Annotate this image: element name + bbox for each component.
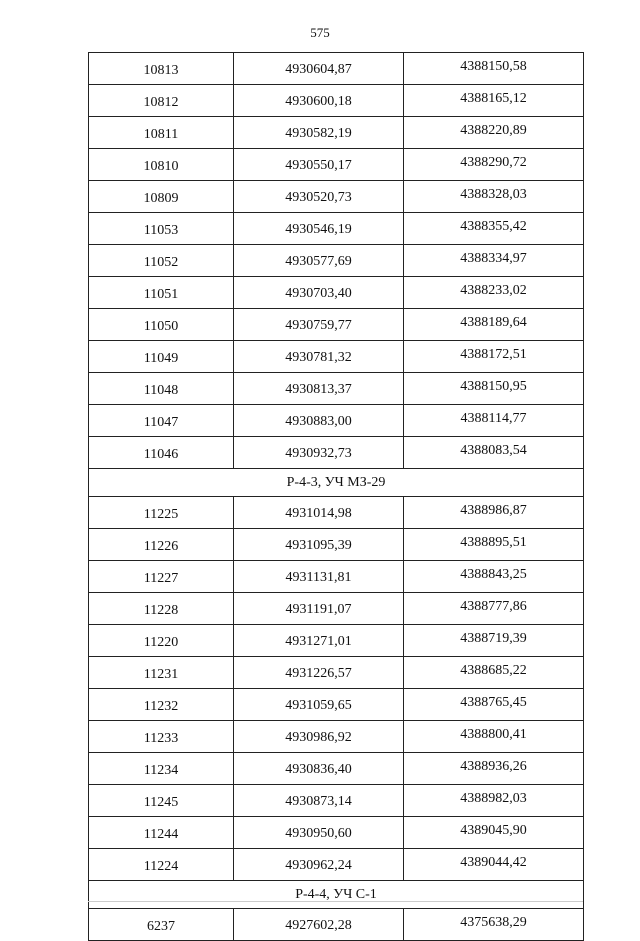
- x-coordinate-cell: 4930546,19: [234, 213, 404, 245]
- y-coordinate-cell: 4388172,51: [404, 341, 584, 373]
- table-row: [89, 181, 584, 213]
- point-id-cell: 11047: [89, 405, 234, 437]
- point-id-cell: 11052: [89, 245, 234, 277]
- x-coordinate-cell: 4931131,81: [234, 561, 404, 593]
- table-row: [89, 909, 584, 941]
- point-id-cell: 11245: [89, 785, 234, 817]
- point-id-cell: 11220: [89, 625, 234, 657]
- x-coordinate-cell: 4927602,28: [234, 909, 404, 941]
- table-row: [89, 593, 584, 625]
- table-row: [89, 53, 584, 85]
- x-coordinate-cell: 4930873,14: [234, 785, 404, 817]
- y-coordinate-cell: 4388233,02: [404, 277, 584, 309]
- point-id-cell: 11232: [89, 689, 234, 721]
- table-row: [89, 625, 584, 657]
- point-id-cell: 10813: [89, 53, 234, 85]
- point-id-cell: 11053: [89, 213, 234, 245]
- point-id-cell: 11244: [89, 817, 234, 849]
- table-row: [89, 245, 584, 277]
- point-id-cell: 10811: [89, 117, 234, 149]
- table-row: [89, 561, 584, 593]
- point-id-cell: 11049: [89, 341, 234, 373]
- x-coordinate-cell: 4930986,92: [234, 721, 404, 753]
- table-row: [89, 85, 584, 117]
- x-coordinate-cell: 4931059,65: [234, 689, 404, 721]
- x-coordinate-cell: 4930520,73: [234, 181, 404, 213]
- y-coordinate-cell: 4388895,51: [404, 529, 584, 561]
- table-row: [89, 277, 584, 309]
- page-bottom-edge: [88, 901, 583, 902]
- y-coordinate-cell: 4388328,03: [404, 181, 584, 213]
- y-coordinate-cell: 4388800,41: [404, 721, 584, 753]
- section-label: Р-4-3, УЧ МЗ-29: [89, 469, 584, 497]
- x-coordinate-cell: 4931014,98: [234, 497, 404, 529]
- point-id-cell: 11048: [89, 373, 234, 405]
- x-coordinate-cell: 4931271,01: [234, 625, 404, 657]
- x-coordinate-cell: 4930813,37: [234, 373, 404, 405]
- y-coordinate-cell: 4388986,87: [404, 497, 584, 529]
- x-coordinate-cell: 4930604,87: [234, 53, 404, 85]
- x-coordinate-cell: 4930962,24: [234, 849, 404, 881]
- point-id-cell: 11225: [89, 497, 234, 529]
- y-coordinate-cell: 4388083,54: [404, 437, 584, 469]
- point-id-cell: 11231: [89, 657, 234, 689]
- point-id-cell: 11226: [89, 529, 234, 561]
- section-header-row: [89, 469, 584, 497]
- x-coordinate-cell: 4930781,32: [234, 341, 404, 373]
- table-row: [89, 529, 584, 561]
- page-number: 575: [310, 25, 330, 40]
- table-row: [89, 117, 584, 149]
- y-coordinate-cell: 4389045,90: [404, 817, 584, 849]
- x-coordinate-cell: 4930600,18: [234, 85, 404, 117]
- y-coordinate-cell: 4388843,25: [404, 561, 584, 593]
- table-row: [89, 309, 584, 341]
- table-row: [89, 753, 584, 785]
- y-coordinate-cell: 4388165,12: [404, 85, 584, 117]
- table-row: [89, 689, 584, 721]
- point-id-cell: 11228: [89, 593, 234, 625]
- x-coordinate-cell: 4930582,19: [234, 117, 404, 149]
- coordinates-table: [88, 52, 584, 941]
- point-id-cell: 10810: [89, 149, 234, 181]
- y-coordinate-cell: 4388189,64: [404, 309, 584, 341]
- coordinates-table-body: [89, 53, 584, 941]
- point-id-cell: 11224: [89, 849, 234, 881]
- y-coordinate-cell: 4388685,22: [404, 657, 584, 689]
- y-coordinate-cell: 4389044,42: [404, 849, 584, 881]
- x-coordinate-cell: 4930836,40: [234, 753, 404, 785]
- x-coordinate-cell: 4930883,00: [234, 405, 404, 437]
- y-coordinate-cell: 4388150,95: [404, 373, 584, 405]
- point-id-cell: 10809: [89, 181, 234, 213]
- point-id-cell: 6237: [89, 909, 234, 941]
- x-coordinate-cell: 4930577,69: [234, 245, 404, 277]
- table-row: [89, 437, 584, 469]
- y-coordinate-cell: 4388290,72: [404, 149, 584, 181]
- point-id-cell: 10812: [89, 85, 234, 117]
- x-coordinate-cell: 4930950,60: [234, 817, 404, 849]
- x-coordinate-cell: 4931226,57: [234, 657, 404, 689]
- section-label: Р-4-4, УЧ С-1: [89, 881, 584, 909]
- x-coordinate-cell: 4931191,07: [234, 593, 404, 625]
- y-coordinate-cell: 4388936,26: [404, 753, 584, 785]
- point-id-cell: 11051: [89, 277, 234, 309]
- y-coordinate-cell: 4375638,29: [404, 909, 584, 941]
- y-coordinate-cell: 4388114,77: [404, 405, 584, 437]
- point-id-cell: 11234: [89, 753, 234, 785]
- point-id-cell: 11233: [89, 721, 234, 753]
- y-coordinate-cell: 4388355,42: [404, 213, 584, 245]
- x-coordinate-cell: 4930932,73: [234, 437, 404, 469]
- table-row: [89, 721, 584, 753]
- point-id-cell: 11050: [89, 309, 234, 341]
- table-row: [89, 657, 584, 689]
- table-row: [89, 785, 584, 817]
- x-coordinate-cell: 4930759,77: [234, 309, 404, 341]
- x-coordinate-cell: 4930703,40: [234, 277, 404, 309]
- y-coordinate-cell: 4388765,45: [404, 689, 584, 721]
- table-row: [89, 497, 584, 529]
- table-row: [89, 213, 584, 245]
- table-row: [89, 405, 584, 437]
- table-row: [89, 373, 584, 405]
- y-coordinate-cell: 4388719,39: [404, 625, 584, 657]
- y-coordinate-cell: 4388220,89: [404, 117, 584, 149]
- point-id-cell: 11046: [89, 437, 234, 469]
- point-id-cell: 11227: [89, 561, 234, 593]
- section-header-row: [89, 881, 584, 909]
- y-coordinate-cell: 4388150,58: [404, 53, 584, 85]
- y-coordinate-cell: 4388982,03: [404, 785, 584, 817]
- x-coordinate-cell: 4931095,39: [234, 529, 404, 561]
- table-row: [89, 817, 584, 849]
- y-coordinate-cell: 4388777,86: [404, 593, 584, 625]
- x-coordinate-cell: 4930550,17: [234, 149, 404, 181]
- table-row: [89, 341, 584, 373]
- table-row: [89, 149, 584, 181]
- table-row: [89, 849, 584, 881]
- y-coordinate-cell: 4388334,97: [404, 245, 584, 277]
